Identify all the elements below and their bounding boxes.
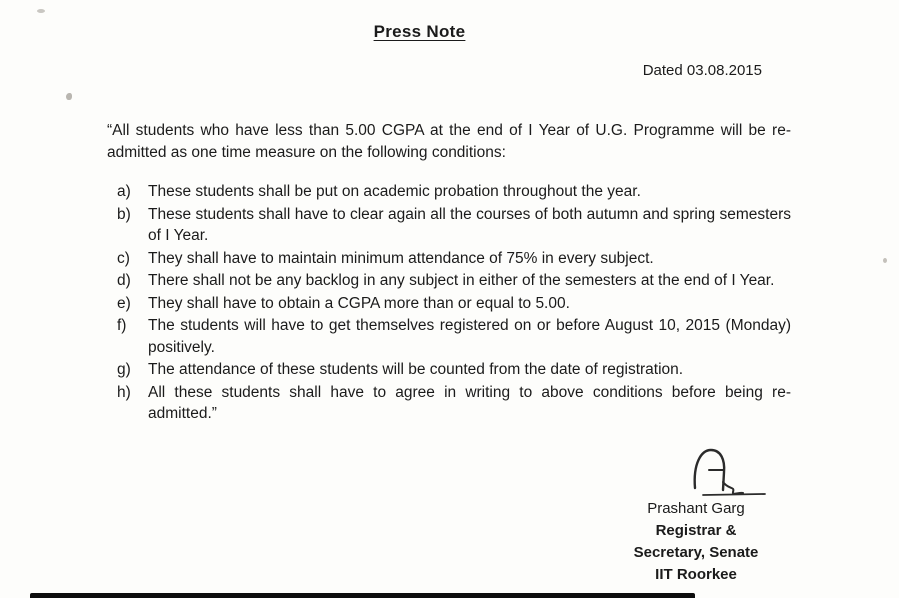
signatory-role-line-3: IIT Roorkee <box>655 566 737 583</box>
signatory-name: Prashant Garg <box>647 500 745 517</box>
condition-text: They shall have to obtain a CGPA more than or equal to 5.00. <box>148 294 570 312</box>
condition-item <box>117 359 791 381</box>
signature-block <box>611 446 781 586</box>
condition-marker: a) <box>117 183 131 200</box>
condition-item <box>117 204 791 247</box>
condition-marker: d) <box>117 272 131 289</box>
condition-marker: f) <box>117 317 127 334</box>
condition-marker: h) <box>117 383 131 401</box>
condition-item <box>117 248 791 270</box>
condition-item <box>117 315 791 358</box>
scan-speck <box>883 258 887 263</box>
signatory-role-line-1: Registrar & <box>655 522 737 539</box>
condition-text: The attendance of these students will be counted from the date of registration. <box>148 361 684 378</box>
condition-text: All these students shall have to agree in writing to above conditions before being re-admitted.” <box>148 383 791 422</box>
condition-item <box>117 382 791 425</box>
condition-item <box>117 270 791 292</box>
signatory-role-line-2: Secretary, Senate <box>633 544 759 561</box>
condition-marker: g) <box>117 361 131 378</box>
condition-marker: c) <box>117 249 130 267</box>
condition-text: The students will have to get themselves registered on or before August 10, 2015 (Monday) positively. <box>148 317 791 356</box>
condition-text: These students shall have to clear again all the courses of both autumn and spring semesters of I Year. <box>148 205 791 244</box>
signature-scribble-icon <box>689 446 767 496</box>
conditions-list <box>117 181 791 425</box>
condition-marker: e) <box>117 294 131 312</box>
condition-text: They shall have to maintain minimum attendance of 75% in every subject. <box>148 249 654 267</box>
condition-marker: b) <box>117 205 131 223</box>
document-title: Press Note <box>373 22 466 41</box>
condition-text: There shall not be any backlog in any subject in either of the semesters at the end of I Year. <box>148 272 775 289</box>
intro-paragraph: “All students who have less than 5.00 CGPA at the end of I Year of U.G. Programme will be re-admitted as one time measure on the following conditions: <box>107 122 791 161</box>
condition-item <box>117 293 791 315</box>
scan-artifact-bottom-bar <box>30 593 695 598</box>
scan-speck <box>37 9 45 13</box>
scan-speck <box>66 93 72 100</box>
date-line: Dated 03.08.2015 <box>642 62 762 79</box>
condition-item <box>117 181 791 203</box>
condition-text: These students shall be put on academic probation throughout the year. <box>148 183 641 200</box>
